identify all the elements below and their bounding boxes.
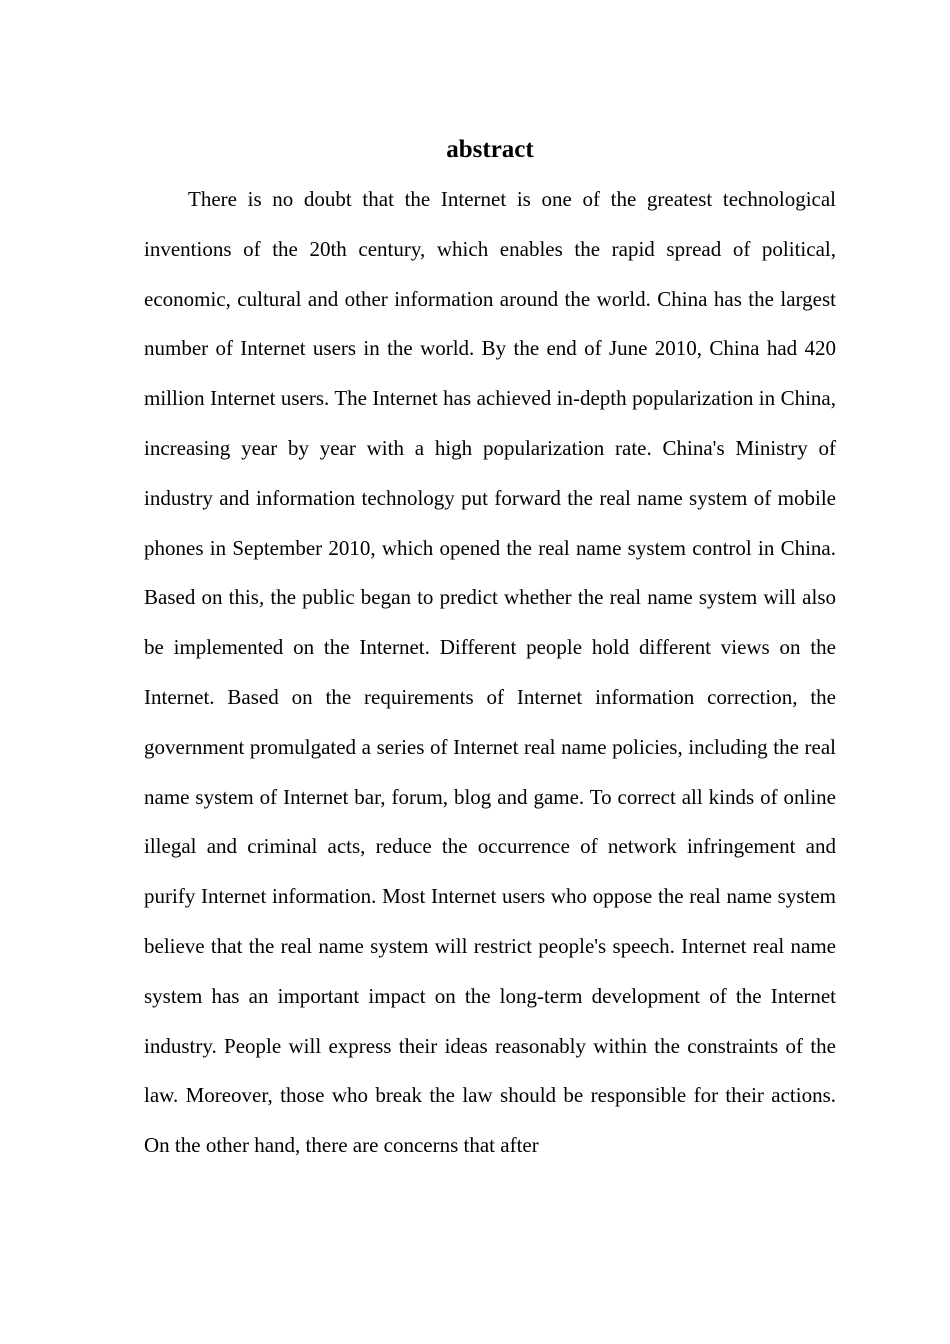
abstract-title: abstract [446,136,534,163]
abstract-paragraph: There is no doubt that the Internet is one of the greatest technological inventions of the 20th century, which enables the rapid spread of political, economic, cultural and other information around the world. China has the largest number of Internet users in the world. By the end of June 2010, China had 420 million Internet users. The Internet has achieved in-depth popularization in China, increasing year by year with a high popularization rate. China's Ministry of industry and information technology put forward the real name system of mobile phones in September 2010, which opened the real name system control in China. Based on this, the public began to predict whether the real name system will also be implemented on the Internet. Different people hold different views on the Internet. Based on the requirements of Internet information correction, the government promulgated a series of Internet real name policies, including the real name system of Internet bar, forum, blog and game. To correct all kinds of online illegal and criminal acts, reduce the occurrence of network infringement and purify Internet information. Most Internet users who oppose the real name system believe that the real name system will restrict people's speech. Internet real name system has an important impact on the long-term development of the Internet industry. People will express their ideas reasonably within the constraints of the law. Moreover, those who break the law should be responsible for their actions. On the other hand, there are concerns that after [144,187,836,1158]
